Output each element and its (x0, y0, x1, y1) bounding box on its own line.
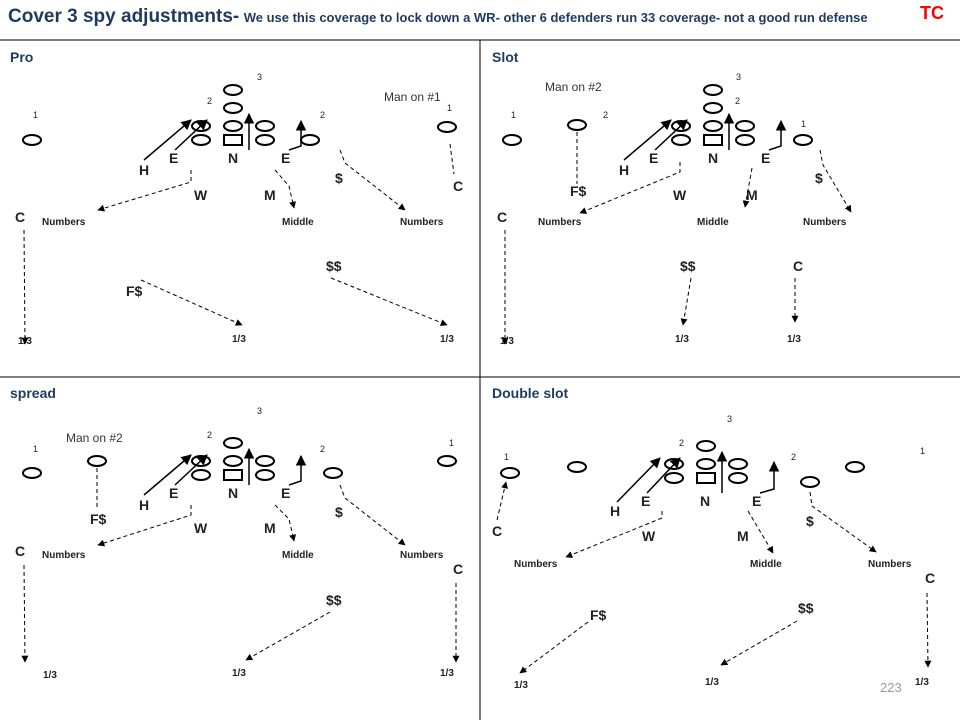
zone-numbers: Numbers (400, 217, 444, 228)
defender-e: E (649, 150, 659, 166)
defender-h: H (619, 162, 630, 178)
lineman (736, 121, 754, 131)
blitz-arrow (769, 121, 781, 150)
quadrant-pro (10, 49, 463, 347)
lineman (192, 135, 210, 145)
defender-e: E (169, 150, 179, 166)
defender-c: C (497, 209, 508, 225)
zone-middle: Middle (282, 550, 314, 561)
num-2: 2 (679, 438, 685, 448)
deep-drop (24, 565, 25, 662)
receiver-1-left (501, 468, 519, 478)
tight-end (301, 135, 319, 145)
zone-third: 1/3 (675, 334, 689, 345)
defender-h: H (610, 503, 621, 519)
num-1: 1 (449, 438, 455, 448)
num-2: 2 (735, 96, 741, 106)
lineman (256, 470, 274, 480)
man-coverage (450, 144, 454, 174)
defender-m: M (746, 187, 758, 203)
slot-receiver (801, 477, 819, 487)
man-note: Man on #2 (66, 431, 123, 445)
blitz-arrow (289, 456, 301, 485)
defender-n: N (228, 485, 239, 501)
receiver-1-right (794, 135, 812, 145)
defender-c: C (15, 543, 26, 559)
blitz-arrow (289, 121, 301, 150)
quarterback (697, 441, 715, 451)
zone-middle: Middle (750, 559, 782, 570)
blitz-arrow (144, 455, 191, 495)
defender-n: N (700, 493, 711, 509)
zone-middle: Middle (697, 217, 729, 228)
deep-drop (141, 280, 242, 325)
receiver-1-left (23, 468, 41, 478)
deep-drop (683, 278, 691, 325)
defender-s: $ (335, 504, 343, 520)
center (224, 135, 242, 145)
deep-drop (24, 230, 25, 344)
zone-third: 1/3 (500, 336, 514, 347)
zone-third: 1/3 (514, 680, 528, 691)
num-2: 2 (320, 110, 326, 120)
zone-third: 1/3 (915, 677, 929, 688)
deep-drop (331, 278, 447, 325)
center (704, 135, 722, 145)
lineman (736, 135, 754, 145)
zone-third: 1/3 (232, 668, 246, 679)
quadrant-double-slot (492, 385, 935, 691)
quadrant-slot (492, 49, 851, 347)
num-1: 1 (801, 119, 807, 129)
defender-ss: $$ (326, 592, 342, 608)
defender-ss: $$ (798, 600, 814, 616)
blitz-arrow (760, 462, 774, 493)
zone-third: 1/3 (43, 670, 57, 681)
man-note: Man on #2 (545, 80, 602, 94)
zone-drop (340, 150, 405, 210)
num-1: 1 (920, 446, 926, 456)
defender-w: W (194, 187, 208, 203)
defender-w: W (194, 520, 208, 536)
quadrant-title: Pro (10, 49, 34, 65)
defender-m: M (264, 187, 276, 203)
zone-third: 1/3 (705, 677, 719, 688)
deep-drop (927, 593, 928, 667)
num-2: 2 (320, 444, 326, 454)
running-back (224, 85, 242, 95)
num-2: 2 (207, 96, 213, 106)
num-1: 1 (504, 452, 510, 462)
defender-c: C (793, 258, 804, 274)
zone-third: 1/3 (232, 334, 246, 345)
zone-drop (820, 150, 851, 212)
defender-w: W (642, 528, 656, 544)
defender-c: C (453, 561, 464, 577)
receiver-1-left (23, 135, 41, 145)
defender-ss: $$ (326, 258, 342, 274)
lineman (672, 135, 690, 145)
num-1: 1 (33, 110, 39, 120)
receiver-1-left (503, 135, 521, 145)
deep-drop (520, 622, 588, 673)
blitz-arrow (624, 120, 671, 160)
slot-receiver (324, 468, 342, 478)
lineman (224, 121, 242, 131)
defender-m: M (737, 528, 749, 544)
zone-drop (580, 162, 680, 213)
defender-fs: F$ (90, 511, 107, 527)
defender-e: E (169, 485, 179, 501)
lineman (192, 470, 210, 480)
lineman (224, 456, 242, 466)
slot-receiver (88, 456, 106, 466)
blitz-arrow (617, 458, 660, 502)
slot-receiver (568, 120, 586, 130)
num-3: 3 (727, 414, 733, 424)
zone-third: 1/3 (18, 336, 32, 347)
quadrant-title: spread (10, 385, 56, 401)
defender-e: E (641, 493, 651, 509)
deep-drop (246, 612, 330, 660)
defender-h: H (139, 162, 150, 178)
quadrant-title: Slot (492, 49, 519, 65)
running-back (704, 85, 722, 95)
quarterback (704, 103, 722, 113)
defender-fs: F$ (126, 283, 143, 299)
defender-c: C (15, 209, 26, 225)
receiver-1-right (846, 462, 864, 472)
defender-w: W (673, 187, 687, 203)
title-subtitle: We use this coverage to lock down a WR- other 6 defenders run 33 coverage- not a good run defense (243, 10, 868, 25)
defender-s: $ (806, 513, 814, 529)
man-note: Man on #1 (384, 90, 441, 104)
zone-drop (810, 492, 876, 552)
zone-numbers: Numbers (42, 217, 86, 228)
receiver-1-right (438, 122, 456, 132)
lineman (256, 135, 274, 145)
center (697, 473, 715, 483)
quarterback (224, 438, 242, 448)
defender-e: E (752, 493, 762, 509)
defender-s: $ (335, 170, 343, 186)
tc-mark: TC (920, 3, 944, 23)
num-2: 2 (791, 452, 797, 462)
defender-h: H (139, 497, 150, 513)
deep-drop (721, 621, 797, 665)
zone-numbers: Numbers (400, 550, 444, 561)
zone-third: 1/3 (787, 334, 801, 345)
lineman (704, 121, 722, 131)
blitz-arrow (144, 120, 191, 160)
num-3: 3 (736, 72, 742, 82)
lineman (729, 473, 747, 483)
defender-e: E (281, 150, 291, 166)
defender-n: N (228, 150, 239, 166)
defender-c: C (453, 178, 464, 194)
defender-c: C (492, 523, 503, 539)
zone-numbers: Numbers (514, 559, 558, 570)
zone-drop (275, 170, 294, 208)
num-2: 2 (603, 110, 609, 120)
quadrant-title: Double slot (492, 385, 569, 401)
page-number: 223 (880, 680, 902, 695)
num-3: 3 (257, 406, 263, 416)
zone-third: 1/3 (440, 668, 454, 679)
lineman (729, 459, 747, 469)
defender-m: M (264, 520, 276, 536)
defender-s: $ (815, 170, 823, 186)
zone-drop (275, 505, 294, 541)
zone-middle: Middle (282, 217, 314, 228)
num-1: 1 (511, 110, 517, 120)
defender-fs: F$ (570, 183, 587, 199)
defender-n: N (708, 150, 719, 166)
zone-numbers: Numbers (803, 217, 847, 228)
num-1: 1 (447, 103, 453, 113)
defender-c: C (925, 570, 936, 586)
zone-numbers: Numbers (868, 559, 912, 570)
zone-drop (748, 511, 773, 553)
zone-drop (340, 485, 405, 545)
defender-fs: F$ (590, 607, 607, 623)
quadrant-spread (10, 385, 463, 681)
receiver-1-right (438, 456, 456, 466)
slot-receiver (568, 462, 586, 472)
lineman (256, 121, 274, 131)
num-3: 3 (257, 72, 263, 82)
defender-e: E (761, 150, 771, 166)
center (224, 470, 242, 480)
lineman (697, 459, 715, 469)
zone-numbers: Numbers (538, 217, 582, 228)
lineman (665, 473, 683, 483)
zone-numbers: Numbers (42, 550, 86, 561)
man-coverage (497, 482, 506, 520)
num-2: 2 (207, 430, 213, 440)
zone-third: 1/3 (440, 334, 454, 345)
quarterback (224, 103, 242, 113)
title-main: Cover 3 spy adjustments- (8, 6, 240, 27)
lineman (256, 456, 274, 466)
defender-e: E (281, 485, 291, 501)
defender-ss: $$ (680, 258, 696, 274)
num-1: 1 (33, 444, 39, 454)
